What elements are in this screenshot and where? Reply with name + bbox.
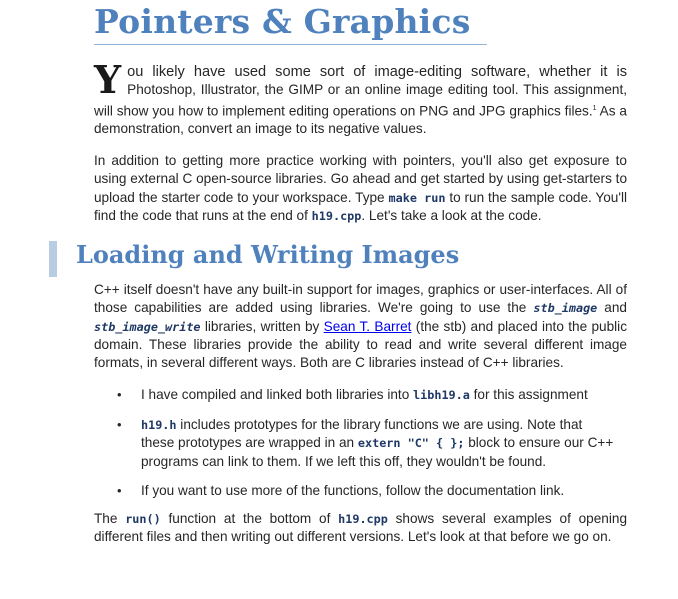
p3-text-d: (the stb) and placed into the public domain. These libraries provide the ability to read and write several different image formats, in several different ways. Both are C libraries instead of C++ libraries. (94, 318, 627, 371)
p4-text-a: The (94, 511, 126, 526)
p3-text-b: and (597, 300, 627, 316)
bullet2-text-a: includes prototypes for the library functions we are using. Note that these prototypes are wrapped in an (141, 416, 583, 451)
author-link[interactable]: Sean T. Barret (323, 318, 412, 334)
bullet1-text-b: for this assignment (469, 387, 588, 402)
run-function-paragraph (94, 510, 627, 547)
p3-text-a: C++ itself doesn't have any built-in support for images, graphics or user-interfaces. All of those capabilities are added using libraries. We're going to use the (94, 282, 627, 316)
title-underline (94, 44, 487, 45)
bullet3-text: If you want to use more of the functions, follow the documentation link. (141, 483, 565, 499)
p2-text-a: In addition to getting more practice working with pointers, you'll also get exposure to using external C open-source libraries. Go ahead and get started by using get-starters to upload the starter code to your workspace. Type (94, 153, 627, 205)
extern-c-code: extern "C" { }; (357, 436, 465, 451)
p2-text-c: . Let's take a look at the code. (361, 207, 542, 223)
h19-h-code: h19.h (141, 417, 177, 432)
list-item (117, 416, 617, 472)
intro-paragraph (94, 57, 627, 139)
libraries-paragraph (94, 281, 627, 372)
stb-image-code: stb_image (533, 301, 598, 316)
p4-text-b: function at the bottom of (160, 511, 339, 526)
h19-cpp-code-2: h19.cpp (338, 512, 388, 526)
section-accent-bar (49, 241, 57, 277)
footnote-marker[interactable]: 1 (592, 104, 597, 112)
bullet-dot-icon: • (117, 483, 122, 499)
intro-text-end: As a demonstration, convert an image to its negative values. (94, 103, 627, 137)
page-title: Pointers & Graphics (94, 2, 471, 41)
section-heading: Loading and Writing Images (76, 240, 460, 269)
p4-text-c: shows several examples of opening different files and then writing out different versions. Let's look at that before we go on. (94, 511, 627, 545)
run-fn-code: run() (125, 512, 161, 526)
intro-text: Photoshop, Illustrator, the GIMP or an online image editing tool. This assignment, will show you how to implement editing operations on PNG and JPG graphics files. (94, 82, 627, 119)
intro-first-line: ou likely have used some sort of image-editing software, whether it is (127, 64, 627, 80)
p2-text-b: to run the sample code. You'll find the code that runs at the end of (94, 189, 627, 223)
list-item (117, 482, 617, 501)
bullet-list (117, 386, 617, 512)
getting-started-paragraph (94, 152, 627, 225)
bullet1-text-a: I have compiled and linked both libraries into (141, 387, 414, 402)
libh19-code: libh19.a (413, 388, 470, 402)
p3-text-c: libraries, written by (200, 318, 324, 334)
h19-cpp-code: h19.cpp (311, 208, 362, 223)
bullet-dot-icon: • (117, 387, 122, 402)
make-run-code: make run (388, 190, 446, 205)
list-item (117, 386, 617, 405)
bullet2-text-b: block to ensure our C++ programs can link to them. If we left this off, they wouldn't be found. (141, 435, 614, 469)
bullet-dot-icon: • (117, 416, 122, 432)
drop-cap: Y (94, 57, 122, 102)
stb-image-write-code: stb_image_write (94, 319, 201, 334)
